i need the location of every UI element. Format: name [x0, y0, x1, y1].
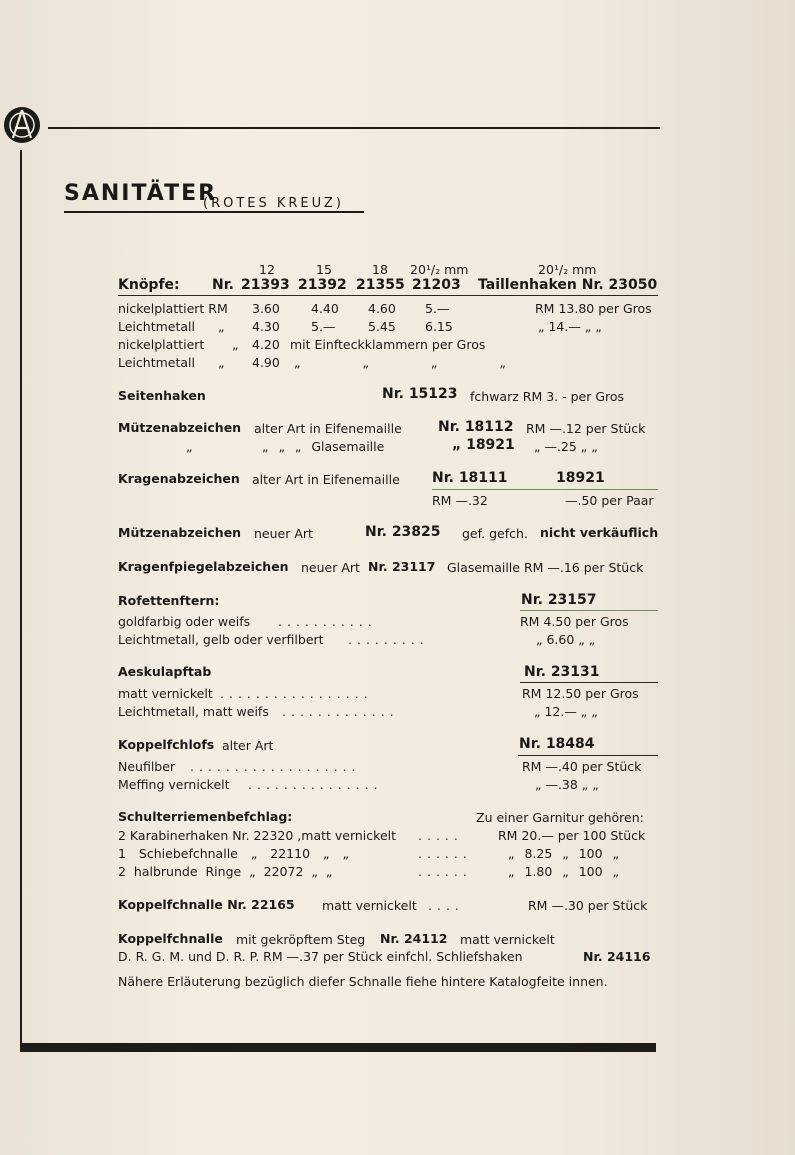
kragenspiegel-nr: Nr. 23117	[368, 559, 436, 574]
knoepfe-number: 21355	[356, 277, 405, 293]
ditto-mark: „	[218, 355, 225, 370]
price-right: „ 14.— „ „	[538, 319, 602, 334]
kragen-nr2: 18921	[556, 470, 605, 486]
schulterriemen-row-price: „ 8.25 „ 100 „	[508, 846, 620, 861]
row-label: nickelplattiert	[118, 337, 205, 352]
kragen-rule	[432, 489, 658, 490]
muetzen-neu-note: nicht verkäuflich	[540, 525, 659, 540]
knoepfe-rule	[118, 295, 658, 296]
leader-dots: .....	[418, 828, 463, 843]
koppelschnalle-price: RM —.30 per Stück	[528, 898, 648, 913]
koppelschnalle2-note: Nähere Erläuterung bezüglich diefer Schnalle fiehe hintere Katalogfeite innen.	[118, 974, 608, 989]
knoepfe-label: Knöpfe:	[118, 277, 180, 293]
leader-dots: ....	[428, 898, 464, 913]
knoepfe-number: 21393	[241, 277, 290, 293]
row-label: Leichtmetall	[118, 319, 195, 334]
rosetten-row-price: RM 4.50 per Gros	[520, 614, 629, 629]
size-right: 20¹/₂ mm	[538, 262, 597, 277]
bottom-rule	[20, 1043, 656, 1052]
row-label: nickelplattiert RM	[118, 301, 228, 316]
kragen-nr: Nr. 18111	[432, 470, 508, 486]
muetzen-alt-price: RM —.12 per Stück	[526, 421, 646, 436]
kragen-label: Kragenabzeichen	[118, 471, 240, 486]
ditto-mark: „	[218, 319, 225, 334]
kragenspiegel-label: Kragenfpiegelabzeichen	[118, 559, 289, 574]
kragenspiegel-price: Glasemaille RM —.16 per Stück	[447, 560, 644, 575]
title-underline	[64, 211, 364, 213]
row-note: „ „ „ „	[294, 355, 506, 370]
schulterriemen-row-price: „ 1.80 „ 100 „	[508, 864, 620, 879]
koppelschnalle2-line2: D. R. G. M. und D. R. P. RM —.37 per Stück einfchl. Schliefshaken	[118, 949, 523, 964]
price-cell: 4.90	[252, 355, 280, 370]
koppelschnalle-label: Koppelfchnalle Nr. 22165	[118, 897, 295, 912]
aeskulap-rule	[520, 682, 658, 683]
price-cell: 6.15	[425, 319, 453, 334]
aeskulap-nr: Nr. 23131	[524, 664, 600, 680]
koppelschnalle2-nr: Nr. 24112	[380, 931, 448, 946]
schulterriemen-note: Zu einer Garnitur gehören:	[476, 810, 644, 825]
leader-dots: ...................	[190, 759, 361, 774]
koppelschloss-row-price: „ —.38 „ „	[535, 777, 599, 792]
kragenspiegel-desc: neuer Art	[301, 560, 360, 575]
aeskulap-row-label: Leichtmetall, matt weifs	[118, 704, 269, 719]
kragen-price2: —.50 per Paar	[565, 493, 654, 508]
price-cell: 3.60	[252, 301, 280, 316]
aeskulap-row-label: matt vernickelt	[118, 686, 213, 701]
knoepfe-number: 21392	[298, 277, 347, 293]
taillenhaken-label: Taillenhaken Nr. 23050	[478, 277, 658, 293]
compass-logo-icon	[3, 104, 41, 144]
knoepfe-number: 21203	[412, 277, 461, 293]
seitenhaken-label: Seitenhaken	[118, 388, 206, 403]
size-12: 12	[259, 262, 275, 277]
ditto-mark: „	[186, 439, 193, 454]
top-rule	[48, 127, 660, 129]
aeskulap-row-price: RM 12.50 per Gros	[522, 686, 639, 701]
size-18: 18	[372, 262, 388, 277]
koppelschloss-row-label: Neufilber	[118, 759, 176, 774]
leader-dots: .................	[220, 686, 373, 701]
price-cell: 4.60	[368, 301, 396, 316]
kragen-desc: alter Art in Eifenemaille	[252, 472, 400, 487]
leader-dots: .........	[348, 632, 429, 647]
knoepfe-nr: Nr.	[212, 277, 234, 293]
page-subtitle: (ROTES KREUZ)	[203, 196, 344, 211]
leader-dots: .............	[282, 704, 399, 719]
muetzen-alt-desc2: „ „ „ Glasemaille	[262, 439, 385, 454]
koppelschloss-nr: Nr. 18484	[519, 736, 595, 752]
rosetten-row-label: Leichtmetall, gelb oder verfilbert	[118, 632, 324, 647]
koppelschloss-row-price: RM —.40 per Stück	[522, 759, 642, 774]
size-20: 20¹/₂ mm	[410, 262, 469, 277]
rosetten-nr: Nr. 23157	[521, 592, 597, 608]
price-cell: 5.—	[425, 301, 450, 316]
size-15: 15	[316, 262, 332, 277]
leader-dots: ...............	[248, 777, 383, 792]
kragen-price1: RM —.32	[432, 493, 488, 508]
koppelschnalle-desc: matt vernickelt	[322, 898, 417, 913]
rosetten-row-price: „ 6.60 „ „	[536, 632, 596, 647]
price-cell: 5.—	[311, 319, 336, 334]
muetzen-neu-desc: neuer Art	[254, 526, 313, 541]
schulterriemen-row-label: 2 halbrunde Ringe „ 22072 „ „	[118, 864, 333, 879]
rosetten-row-label: goldfarbig oder weifs	[118, 614, 251, 629]
koppelschloss-row-label: Meffing vernickelt	[118, 777, 230, 792]
muetzen-neu-label: Mützenabzeichen	[118, 525, 242, 540]
aeskulap-label: Aeskulapftab	[118, 664, 212, 679]
schulterriemen-row-price: RM 20.— per 100 Stück	[498, 828, 646, 843]
muetzen-alt-nr2: „ 18921	[452, 437, 515, 453]
muetzen-alt-label: Mützenabzeichen	[118, 420, 242, 435]
muetzen-neu-rest: gef. gefch.	[462, 526, 528, 541]
price-cell: 5.45	[368, 319, 396, 334]
rosetten-label: Rofettenftern:	[118, 593, 220, 608]
muetzen-alt-desc: alter Art in Eifenemaille	[254, 421, 402, 436]
rosetten-rule	[520, 610, 658, 611]
price-cell: 4.40	[311, 301, 339, 316]
muetzen-neu-nr: Nr. 23825	[365, 524, 441, 540]
schulterriemen-row-label: 2 Karabinerhaken Nr. 22320 ,matt vernickelt	[118, 828, 397, 843]
price-cell: 4.30	[252, 319, 280, 334]
koppelschloss-desc: alter Art	[222, 738, 274, 753]
koppelschloss-label: Koppelfchlofs	[118, 737, 215, 752]
ditto-mark: „	[232, 337, 239, 352]
left-rule	[20, 150, 22, 1047]
row-label: Leichtmetall	[118, 355, 195, 370]
koppelschnalle2-label: Koppelfchnalle	[118, 931, 223, 946]
page-title: SANITÄTER	[64, 181, 218, 206]
seitenhaken-nr: Nr. 15123	[382, 386, 458, 402]
koppelschnalle2-desc2: matt vernickelt	[460, 932, 555, 947]
muetzen-alt-nr: Nr. 18112	[438, 419, 514, 435]
koppelschnalle2-line2-nr: Nr. 24116	[583, 949, 651, 964]
schulterriemen-row-label: 1 Schiebefchnalle „ 22110 „ „	[118, 846, 349, 861]
seitenhaken-price: fchwarz RM 3. - per Gros	[470, 389, 625, 404]
aeskulap-row-price: „ 12.— „ „	[534, 704, 598, 719]
schulterriemen-label: Schulterriemenbefchlag:	[118, 809, 293, 824]
price-cell: 4.20	[252, 337, 280, 352]
leader-dots: ......	[418, 846, 472, 861]
koppelschloss-rule	[518, 755, 658, 756]
muetzen-alt-price2: „ —.25 „ „	[534, 439, 598, 454]
row-note: mit Einfteckklammern per Gros	[290, 337, 486, 352]
leader-dots: ......	[418, 864, 472, 879]
leader-dots: ...........	[278, 614, 377, 629]
koppelschnalle2-desc: mit gekröpftem Steg	[236, 932, 366, 947]
price-right: RM 13.80 per Gros	[535, 301, 652, 316]
